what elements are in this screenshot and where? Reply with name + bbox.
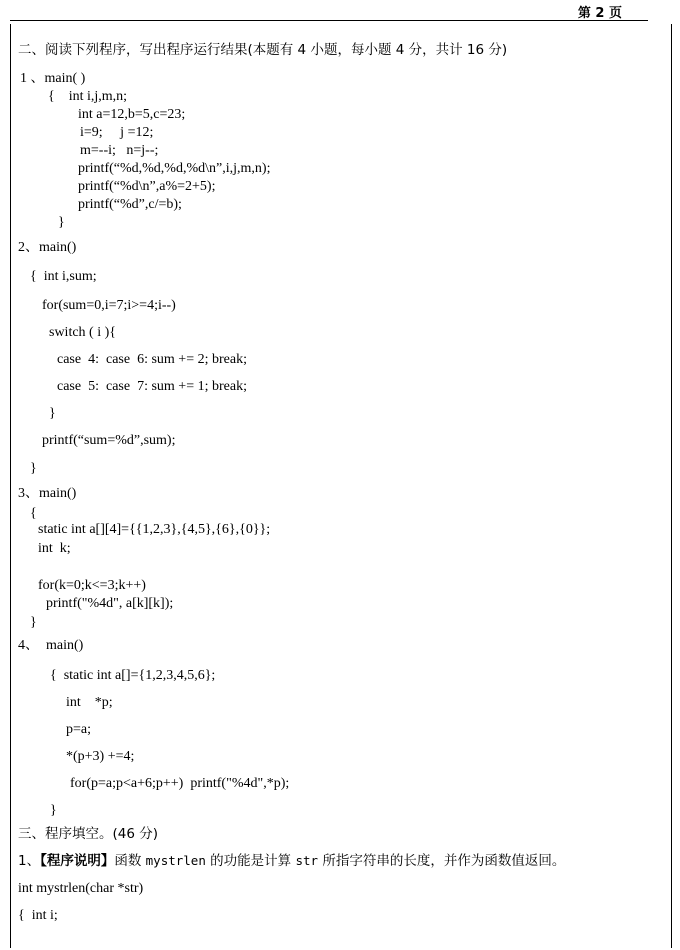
q2-line: printf(“sum=%d”,sum); [42,433,176,448]
q4-line: for(p=a;p<a+6;p++) printf("%4d",*p); [70,776,290,791]
q2-line: } [30,461,37,476]
q1-line: } [58,215,65,230]
q1-line: printf(“%d\n”,a%=2+5); [78,179,216,194]
q2-line: { int i,sum; [30,269,97,284]
q4-line: p=a; [66,722,91,737]
q1-tag: 【程序说明】 [40,853,115,869]
q3-line: { [30,506,37,521]
s3-code-line: { int i; [18,908,58,923]
page-number: 第 2 页 [577,6,622,21]
q1-line: i=9; j =12; [80,125,154,140]
q3-line: } [30,615,37,630]
q4-line: } [50,803,57,818]
q1-line: { int i,j,m,n; [48,89,128,104]
q4-line: int *p; [66,695,113,710]
q4-line: 4、 main() [18,638,84,653]
q2-line: 2、main() [18,240,77,255]
q1-line: int a=12,b=5,c=23; [78,107,186,122]
q1-line: 1 、main( ) [20,71,86,86]
q1-text-mid: 的功能是计算 [205,853,296,869]
section2-title: 二、阅读下列程序，写出程序运行结果(本题有 4 小题，每小题 4 分，共计 16 分) [18,42,508,58]
q1-text-pre: 函数 [114,853,146,869]
s3-code-line: int mystrlen(char *str) [18,881,144,896]
q3-line: for(k=0;k<=3;k++) [38,578,146,593]
q2-line: for(sum=0,i=7;i>=4;i--) [42,298,176,313]
section3-title: 三、程序填空。(46 分) [18,826,159,842]
q1-number: 1、 [18,853,41,869]
q1-text-post: 所指字符串的长度，并作为函数值返回。 [318,853,566,869]
q1-code-var: str [295,853,319,868]
q1-line: printf(“%d,%d,%d,%d\n”,i,j,m,n); [78,161,271,176]
q1-line: printf(“%d”,c/=b); [78,197,182,212]
q3-line: printf("%4d", a[k][k]); [46,596,174,611]
q1-line: m=--i; n=j--; [80,143,159,158]
q2-line: } [49,406,56,421]
q2-line: switch ( i ){ [49,325,116,340]
q2-line: case 5: case 7: sum += 1; break; [57,379,247,394]
q4-line: *(p+3) +=4; [66,749,135,764]
q4-line: { static int a[]={1,2,3,4,5,6}; [50,668,216,683]
q3-line: 3、main() [18,486,77,501]
q3-line: int k; [38,541,71,556]
q3-line: static int a[][4]={{1,2,3},{4,5},{6},{0}}; [38,522,271,537]
header-rule [10,20,648,21]
q2-line: case 4: case 6: sum += 2; break; [57,352,247,367]
section3-q1-description [18,853,565,869]
q1-code-fn: mystrlen [145,853,206,868]
